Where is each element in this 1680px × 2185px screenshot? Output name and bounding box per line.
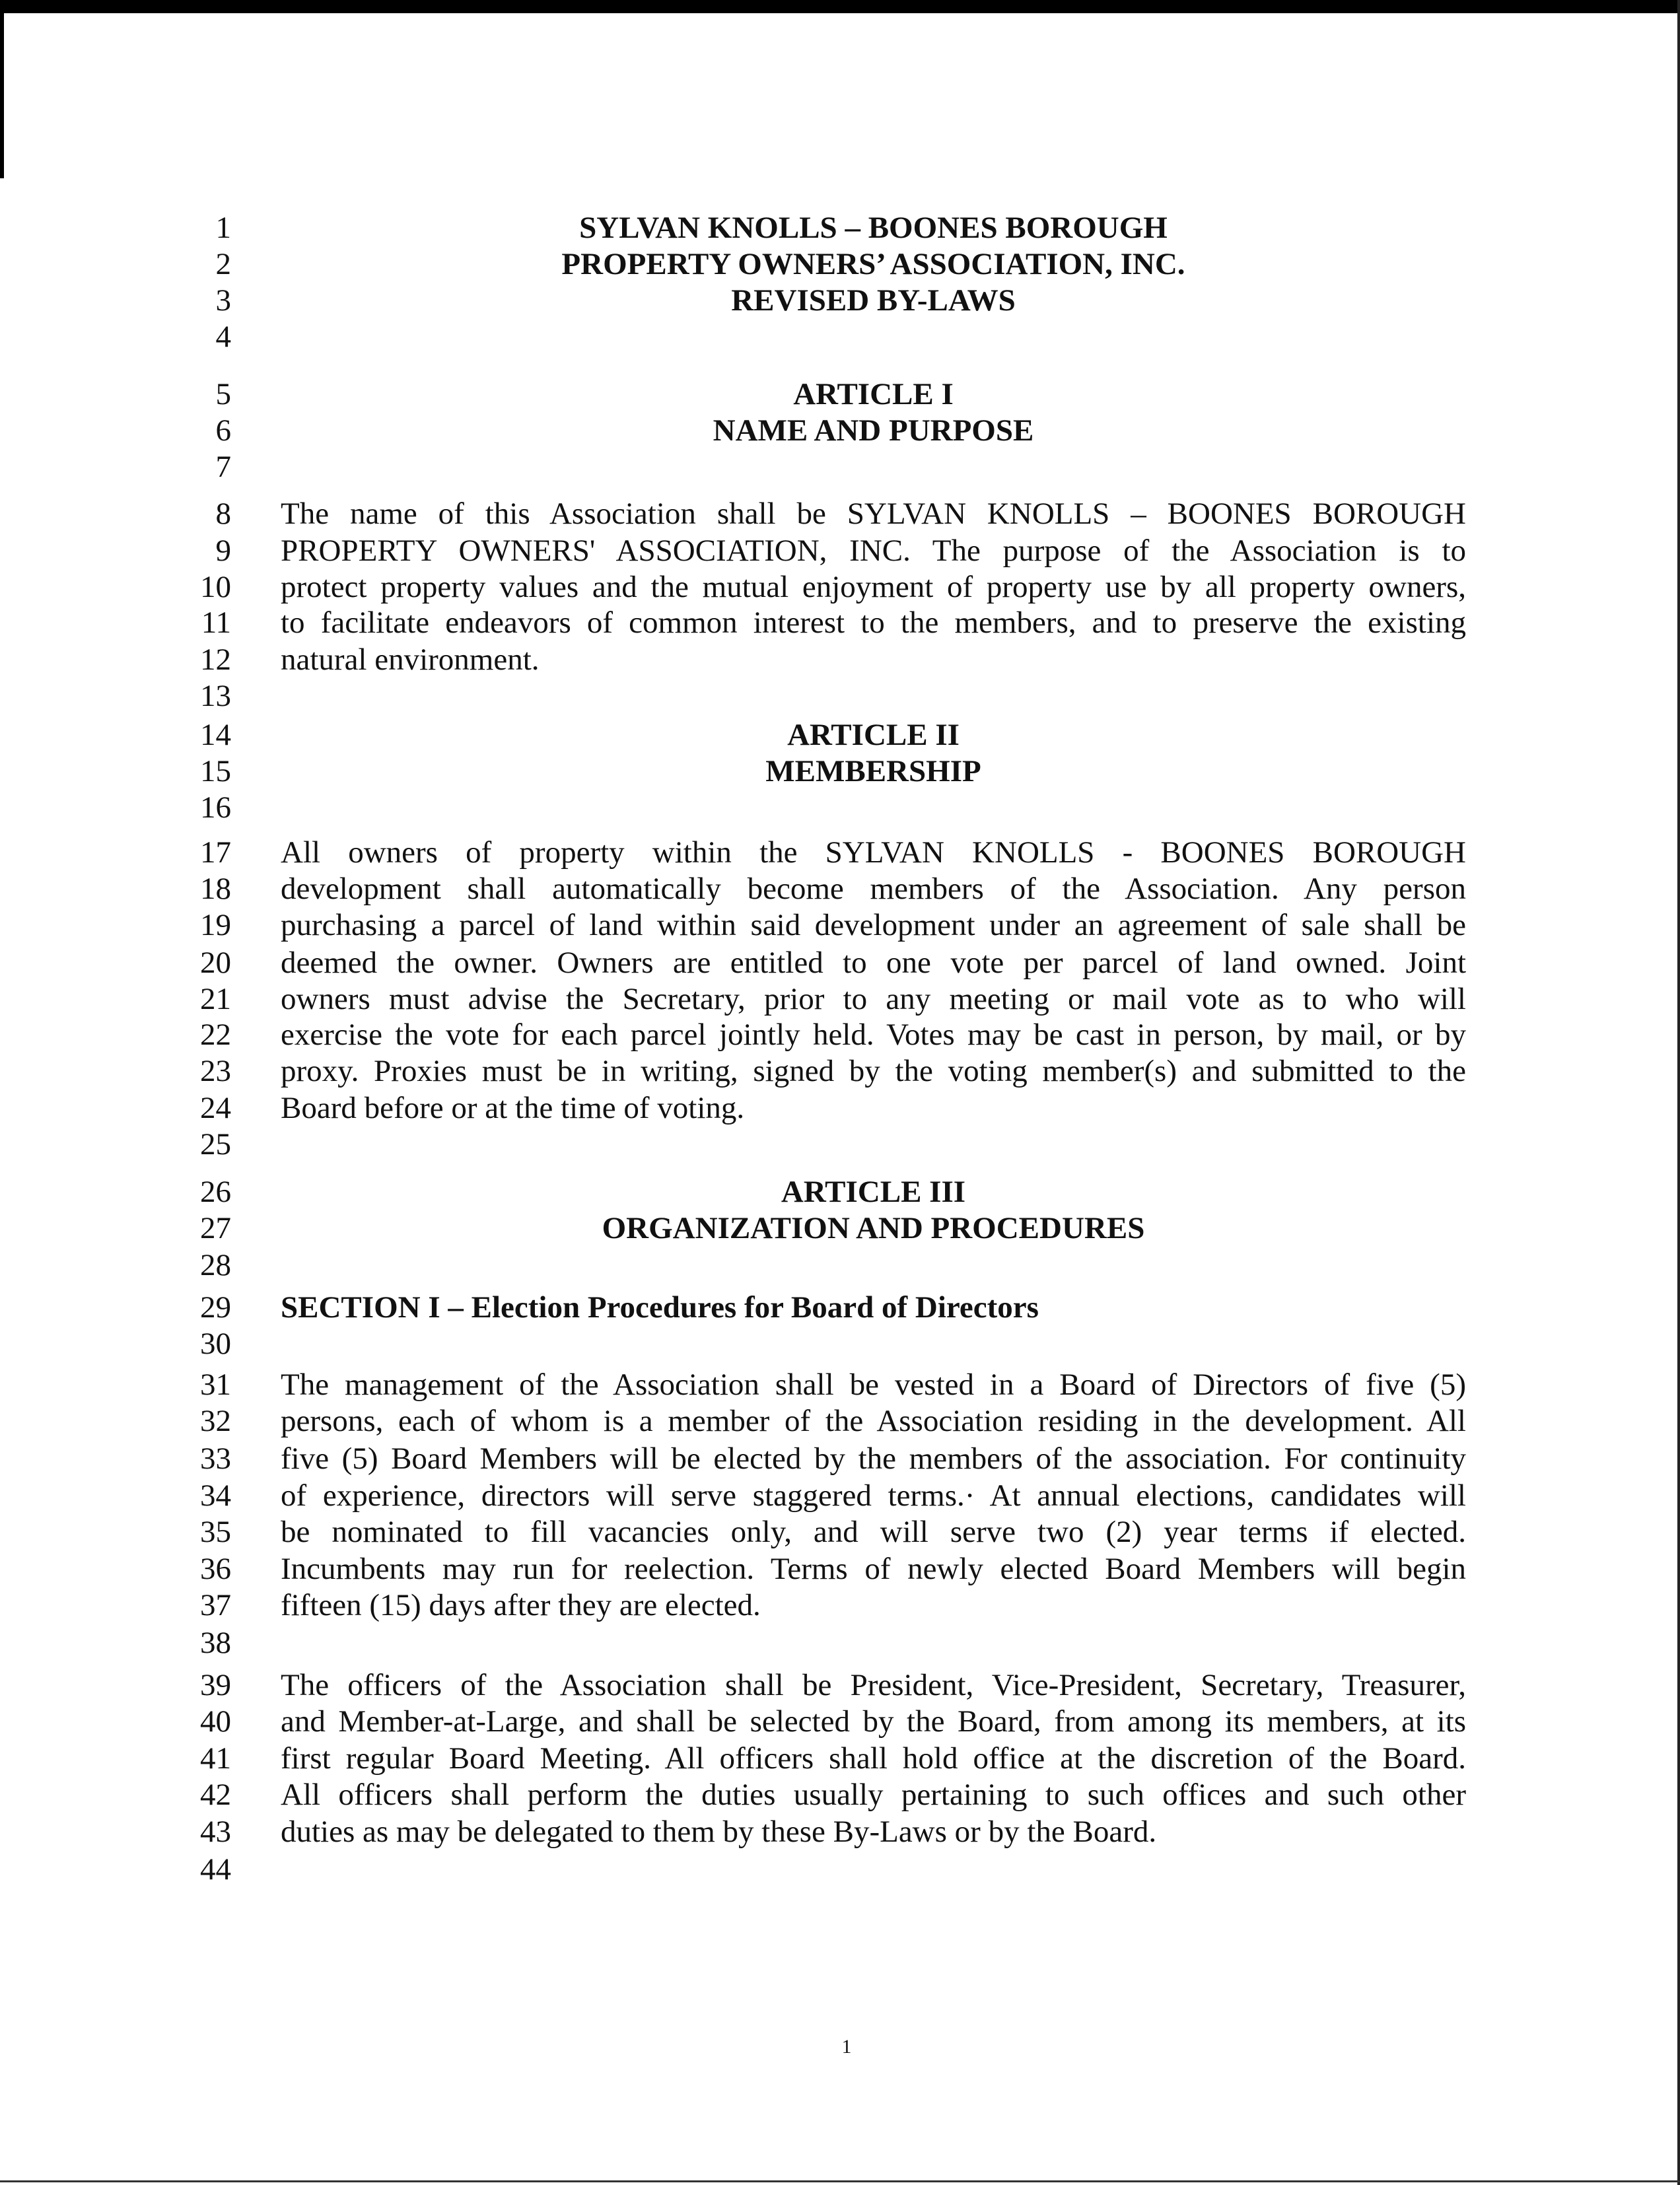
body-line: duties as may be delegated to them by these By-Laws or by the Board.	[281, 1815, 1157, 1849]
body-line: development shall automatically become members of the Association. Any person	[281, 872, 1466, 906]
line-number: 25	[200, 1127, 231, 1162]
line-number: 12	[200, 642, 231, 677]
line-number: 39	[200, 1668, 231, 1702]
body-line: Incumbents may run for reelection. Terms of newly elected Board Members will begin	[281, 1552, 1466, 1586]
article-heading: ARTICLE II	[787, 718, 960, 752]
body-line: owners must advise the Secretary, prior to any meeting or mail vote as to who will	[281, 982, 1466, 1016]
article-heading: ARTICLE I	[793, 377, 954, 411]
body-line: purchasing a parcel of land within said development under an agreement of sale shall be	[281, 908, 1466, 942]
line-number: 22	[200, 1018, 231, 1052]
article-subheading: MEMBERSHIP	[765, 754, 981, 788]
line-number: 10	[200, 570, 231, 604]
line-number: 4	[215, 320, 231, 354]
line-number: 9	[215, 534, 231, 568]
line-number: 23	[200, 1054, 231, 1088]
line-number: 14	[200, 718, 231, 752]
line-number: 26	[200, 1175, 231, 1209]
scan-border-right	[1677, 0, 1680, 2185]
scan-border-top	[0, 0, 1680, 13]
body-line: five (5) Board Members will be elected by the members of the association. For continuity	[281, 1441, 1466, 1476]
line-number: 43	[200, 1815, 231, 1849]
line-number: 30	[200, 1327, 231, 1361]
line-number: 18	[200, 872, 231, 906]
line-number: 37	[200, 1588, 231, 1622]
line-number: 8	[215, 497, 231, 531]
line-number: 6	[215, 413, 231, 448]
body-line: be nominated to fill vacancies only, and will serve two (2) year terms if elected.	[281, 1515, 1466, 1549]
line-number: 15	[200, 754, 231, 788]
line-number: 17	[200, 835, 231, 870]
line-number: 27	[200, 1211, 231, 1245]
body-line: of experience, directors will serve staggered terms.· At annual elections, candidates will	[281, 1478, 1466, 1513]
line-number: 34	[200, 1478, 231, 1513]
line-number: 19	[200, 908, 231, 942]
body-line: All owners of property within the SYLVAN KNOLLS - BOONES BOROUGH	[281, 835, 1466, 870]
line-number: 11	[201, 606, 231, 640]
line-number: 7	[215, 450, 231, 484]
body-line: All officers shall perform the duties usually pertaining to such offices and such other	[281, 1778, 1466, 1812]
line-number: 36	[200, 1552, 231, 1586]
body-line: and Member-at-Large, and shall be selected by the Board, from among its members, at its	[281, 1704, 1466, 1739]
line-number: 2	[215, 247, 231, 281]
body-line: PROPERTY OWNERS' ASSOCIATION, INC. The purpose of the Association is to	[281, 534, 1466, 568]
scan-border-bottom	[0, 2180, 1680, 2182]
line-number: 20	[200, 946, 231, 980]
title-line: REVISED BY-LAWS	[731, 283, 1016, 318]
line-number: 40	[200, 1704, 231, 1739]
section-title: SECTION I – Election Procedures for Board of Directors	[281, 1290, 1039, 1325]
line-number: 28	[200, 1248, 231, 1282]
line-number: 42	[200, 1778, 231, 1812]
line-number: 3	[215, 283, 231, 318]
line-number: 29	[200, 1290, 231, 1325]
article-heading: ARTICLE III	[781, 1175, 966, 1209]
line-number: 35	[200, 1515, 231, 1549]
title-line: SYLVAN KNOLLS – BOONES BOROUGH	[579, 211, 1168, 245]
scan-border-left	[0, 0, 4, 178]
body-line: deemed the owner. Owners are entitled to one vote per parcel of land owned. Joint	[281, 946, 1466, 980]
line-number: 13	[200, 679, 231, 713]
body-line: Board before or at the time of voting.	[281, 1091, 745, 1125]
title-line: PROPERTY OWNERS’ ASSOCIATION, INC.	[561, 247, 1185, 281]
body-line: natural environment.	[281, 642, 540, 677]
line-number: 33	[200, 1441, 231, 1476]
article-subheading: ORGANIZATION AND PROCEDURES	[602, 1211, 1145, 1245]
body-line: The management of the Association shall be vested in a Board of Directors of five (5)	[281, 1368, 1466, 1402]
body-line: proxy. Proxies must be in writing, signed by the voting member(s) and submitted to the	[281, 1054, 1466, 1088]
body-line: persons, each of whom is a member of the Association residing in the development. All	[281, 1404, 1466, 1438]
line-number: 21	[200, 982, 231, 1016]
body-line: The name of this Association shall be SYLVAN KNOLLS – BOONES BOROUGH	[281, 497, 1466, 531]
body-line: exercise the vote for each parcel jointly held. Votes may be cast in person, by mail, or by	[281, 1018, 1466, 1052]
article-subheading: NAME AND PURPOSE	[713, 413, 1034, 448]
line-number: 16	[200, 790, 231, 825]
line-number: 24	[200, 1091, 231, 1125]
line-number: 1	[215, 211, 231, 245]
line-number: 44	[200, 1852, 231, 1887]
body-line: fifteen (15) days after they are elected.	[281, 1588, 761, 1622]
body-line: protect property values and the mutual enjoyment of property use by all property owners,	[281, 570, 1466, 604]
line-number: 41	[200, 1741, 231, 1776]
line-number: 38	[200, 1626, 231, 1660]
line-number: 31	[200, 1368, 231, 1402]
page-number: 1	[841, 2036, 852, 2058]
body-line: to facilitate endeavors of common interest to the members, and to preserve the existing	[281, 606, 1466, 640]
line-number: 32	[200, 1404, 231, 1438]
body-line: first regular Board Meeting. All officers shall hold office at the discretion of the Board.	[281, 1741, 1466, 1776]
line-number: 5	[215, 377, 231, 411]
body-line: The officers of the Association shall be President, Vice-President, Secretary, Treasurer,	[281, 1668, 1466, 1702]
